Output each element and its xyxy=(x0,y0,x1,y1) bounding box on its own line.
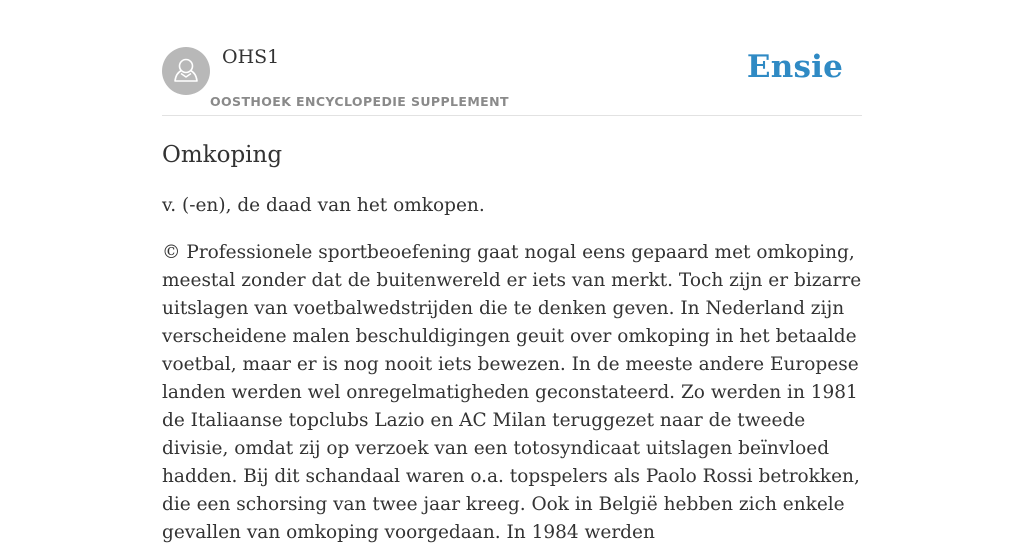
header xyxy=(162,0,862,116)
user-icon xyxy=(162,47,210,95)
article-title: Omkoping xyxy=(162,142,283,168)
article-definition: v. (-en), de daad van het omkopen. xyxy=(162,195,485,216)
ensie-logo[interactable]: Ensie xyxy=(746,49,843,85)
user-name-link[interactable]: OHS1 xyxy=(222,46,280,68)
user-avatar[interactable] xyxy=(162,47,210,95)
page xyxy=(162,0,862,543)
source-name: OOSTHOEK ENCYCLOPEDIE SUPPLEMENT xyxy=(210,94,509,109)
article-body: © Professionele sportbeoefening gaat nogal eens gepaard met omkoping, meestal zonder dat de buitenwereld er iets van merkt. Toch zijn er bizarre uitslagen van voetbalwedstrijden die te denken geven. In Nederland zijn verscheidene malen beschuldigingen geuit over omkoping in het betaalde voetbal, maar er is nog nooit iets bewezen. In de meeste andere Europese landen werden wel onregelmatigheden geconstateerd. Zo werden in 1981 de Italiaanse topclubs Lazio en AC Milan teruggezet naar de tweede divisie, omdat zij op verzoek van een totosyndicaat uitslagen beïnvloed hadden. Bij dit schandaal waren o.a. topspelers als Paolo Rossi betrokken, die een schorsing van twee jaar kreeg. Ook in België hebben zich enkele gevallen van omkoping voorgedaan. In 1984 werden xyxy=(162,242,862,543)
